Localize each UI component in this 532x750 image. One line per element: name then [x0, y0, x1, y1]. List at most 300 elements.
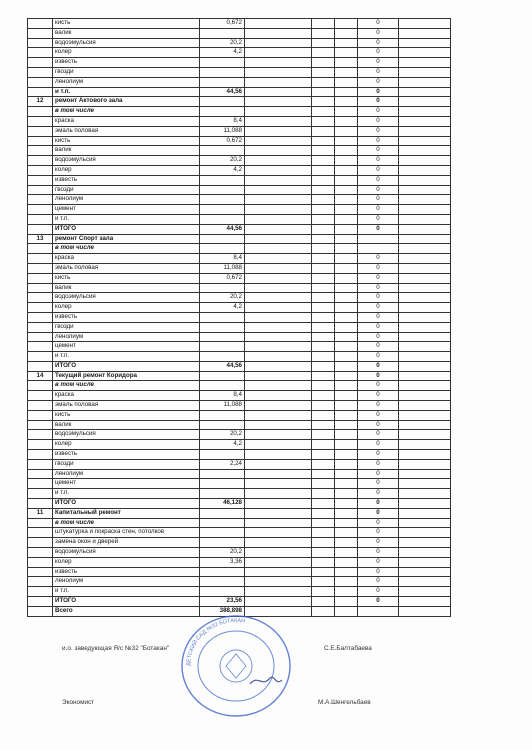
- row-value: [200, 234, 245, 244]
- row-name: колер: [53, 303, 200, 313]
- row-name: ленолиум: [53, 577, 200, 587]
- empty-cell: [312, 244, 335, 254]
- empty-cell: [245, 205, 312, 215]
- empty-cell: [245, 244, 312, 254]
- empty-cell: [399, 165, 451, 175]
- row-name: ленолиум: [53, 469, 200, 479]
- empty-cell: [245, 401, 312, 411]
- empty-cell: [335, 332, 358, 342]
- row-value: 4,2: [200, 303, 245, 313]
- empty-cell: [399, 518, 451, 528]
- empty-cell: [312, 165, 335, 175]
- row-number: [28, 557, 53, 567]
- row-zero: 0: [358, 332, 399, 342]
- empty-cell: [399, 19, 451, 29]
- table-row: [28, 567, 451, 577]
- row-zero: 0: [358, 538, 399, 548]
- row-name: штукатурка и покраска стен, потолков: [53, 528, 200, 538]
- empty-cell: [245, 587, 312, 597]
- empty-cell: [399, 283, 451, 293]
- row-zero: 0: [358, 165, 399, 175]
- empty-cell: [335, 361, 358, 371]
- empty-cell: [335, 116, 358, 126]
- row-zero: 0: [358, 401, 399, 411]
- row-value: [200, 185, 245, 195]
- empty-cell: [245, 567, 312, 577]
- empty-cell: [245, 332, 312, 342]
- row-zero: 0: [358, 391, 399, 401]
- row-number: [28, 263, 53, 273]
- empty-cell: [245, 77, 312, 87]
- table-row: [28, 430, 451, 440]
- table-row: [28, 244, 451, 254]
- row-name: гвозди: [53, 322, 200, 332]
- table-row: [28, 107, 451, 117]
- empty-cell: [335, 156, 358, 166]
- empty-cell: [245, 97, 312, 107]
- row-name: цемент: [53, 205, 200, 215]
- empty-cell: [312, 146, 335, 156]
- empty-cell: [335, 19, 358, 29]
- row-zero: 0: [358, 312, 399, 322]
- row-number: [28, 116, 53, 126]
- row-value: [200, 322, 245, 332]
- empty-cell: [312, 303, 335, 313]
- row-value: 44,56: [200, 224, 245, 234]
- empty-cell: [245, 548, 312, 558]
- empty-cell: [399, 58, 451, 68]
- row-name: колер: [53, 440, 200, 450]
- row-value: 4,2: [200, 165, 245, 175]
- empty-cell: [399, 322, 451, 332]
- row-value: [200, 175, 245, 185]
- empty-cell: [312, 440, 335, 450]
- empty-cell: [335, 371, 358, 381]
- row-number: [28, 489, 53, 499]
- table-row: [28, 361, 451, 371]
- table-row: [28, 312, 451, 322]
- table-row: [28, 450, 451, 460]
- row-number: [28, 606, 53, 616]
- empty-cell: [312, 538, 335, 548]
- empty-cell: [399, 440, 451, 450]
- empty-cell: [399, 214, 451, 224]
- empty-cell: [399, 263, 451, 273]
- row-value: 8,4: [200, 116, 245, 126]
- empty-cell: [335, 450, 358, 460]
- empty-cell: [312, 352, 335, 362]
- table-row: [28, 234, 451, 244]
- empty-cell: [312, 273, 335, 283]
- row-name: известь: [53, 58, 200, 68]
- row-number: 11: [28, 508, 53, 518]
- row-zero: 0: [358, 58, 399, 68]
- empty-cell: [335, 479, 358, 489]
- empty-cell: [399, 508, 451, 518]
- empty-cell: [245, 430, 312, 440]
- row-number: [28, 361, 53, 371]
- empty-cell: [399, 332, 451, 342]
- row-zero: 0: [358, 224, 399, 234]
- row-value: [200, 146, 245, 156]
- table-row: [28, 254, 451, 264]
- empty-cell: [335, 518, 358, 528]
- empty-cell: [399, 450, 451, 460]
- table-row: [28, 283, 451, 293]
- row-zero: 0: [358, 489, 399, 499]
- row-name: кисть: [53, 136, 200, 146]
- empty-cell: [399, 97, 451, 107]
- empty-cell: [399, 126, 451, 136]
- row-value: 44,56: [200, 361, 245, 371]
- row-zero: [358, 234, 399, 244]
- row-number: [28, 303, 53, 313]
- row-zero: 0: [358, 508, 399, 518]
- empty-cell: [312, 224, 335, 234]
- row-zero: 0: [358, 322, 399, 332]
- row-name: водоэмульсия: [53, 293, 200, 303]
- row-zero: 0: [358, 381, 399, 391]
- empty-cell: [245, 469, 312, 479]
- empty-cell: [399, 195, 451, 205]
- empty-cell: [335, 28, 358, 38]
- row-name: эмаль половая: [53, 401, 200, 411]
- table-row: [28, 401, 451, 411]
- empty-cell: [245, 303, 312, 313]
- empty-cell: [245, 19, 312, 29]
- empty-cell: [335, 489, 358, 499]
- table-row: [28, 195, 451, 205]
- row-name: и т.п.: [53, 587, 200, 597]
- empty-cell: [335, 67, 358, 77]
- empty-cell: [245, 87, 312, 97]
- row-name: колер: [53, 48, 200, 58]
- empty-cell: [245, 489, 312, 499]
- table-row: [28, 303, 451, 313]
- row-name: известь: [53, 175, 200, 185]
- empty-cell: [399, 538, 451, 548]
- empty-cell: [335, 195, 358, 205]
- economist-role-text: Экономист: [62, 699, 95, 706]
- empty-cell: [335, 391, 358, 401]
- row-value: 0,672: [200, 19, 245, 29]
- row-zero: 0: [358, 19, 399, 29]
- row-name: и т.п.: [53, 352, 200, 362]
- row-name: Текущий ремонт Коридора: [53, 371, 200, 381]
- empty-cell: [335, 283, 358, 293]
- empty-cell: [312, 48, 335, 58]
- empty-cell: [399, 420, 451, 430]
- row-zero: 0: [358, 214, 399, 224]
- row-number: [28, 254, 53, 264]
- empty-cell: [399, 469, 451, 479]
- row-name: в том числе: [53, 518, 200, 528]
- row-zero: 0: [358, 361, 399, 371]
- row-zero: 0: [358, 567, 399, 577]
- table-row: [28, 58, 451, 68]
- table-row: [28, 577, 451, 587]
- table-row: [28, 77, 451, 87]
- row-number: [28, 420, 53, 430]
- row-value: 0,672: [200, 273, 245, 283]
- row-value: [200, 283, 245, 293]
- table-row: [28, 185, 451, 195]
- empty-cell: [245, 234, 312, 244]
- empty-cell: [245, 352, 312, 362]
- table-row: [28, 381, 451, 391]
- row-zero: 0: [358, 528, 399, 538]
- empty-cell: [312, 175, 335, 185]
- row-number: [28, 195, 53, 205]
- empty-cell: [335, 185, 358, 195]
- empty-cell: [399, 303, 451, 313]
- empty-cell: [245, 146, 312, 156]
- row-zero: 0: [358, 479, 399, 489]
- empty-cell: [312, 577, 335, 587]
- row-number: [28, 283, 53, 293]
- empty-cell: [312, 528, 335, 538]
- row-number: 14: [28, 371, 53, 381]
- table-row: [28, 224, 451, 234]
- empty-cell: [245, 440, 312, 450]
- empty-cell: [312, 420, 335, 430]
- row-zero: 0: [358, 136, 399, 146]
- empty-cell: [335, 165, 358, 175]
- empty-cell: [335, 303, 358, 313]
- row-number: [28, 293, 53, 303]
- empty-cell: [335, 508, 358, 518]
- signature-scribble: [250, 677, 282, 684]
- row-name: ленолиум: [53, 332, 200, 342]
- row-value: 0,672: [200, 136, 245, 146]
- empty-cell: [335, 538, 358, 548]
- empty-cell: [399, 273, 451, 283]
- empty-cell: [245, 450, 312, 460]
- row-value: 46,128: [200, 499, 245, 509]
- row-value: 8,4: [200, 254, 245, 264]
- empty-cell: [312, 156, 335, 166]
- empty-cell: [399, 28, 451, 38]
- row-value: [200, 97, 245, 107]
- row-number: [28, 401, 53, 411]
- row-value: [200, 420, 245, 430]
- row-number: [28, 548, 53, 558]
- empty-cell: [399, 205, 451, 215]
- row-name: в том числе: [53, 244, 200, 254]
- row-value: [200, 587, 245, 597]
- row-name: гвозди: [53, 459, 200, 469]
- empty-cell: [245, 499, 312, 509]
- row-number: [28, 126, 53, 136]
- row-name: известь: [53, 312, 200, 322]
- empty-cell: [312, 381, 335, 391]
- empty-cell: [245, 214, 312, 224]
- row-number: [28, 244, 53, 254]
- table-row: [28, 342, 451, 352]
- row-value: 4,2: [200, 48, 245, 58]
- row-value: [200, 469, 245, 479]
- row-zero: 0: [358, 283, 399, 293]
- row-number: [28, 175, 53, 185]
- table-row: [28, 67, 451, 77]
- empty-cell: [245, 116, 312, 126]
- empty-cell: [312, 518, 335, 528]
- row-number: [28, 381, 53, 391]
- row-name: Капитальный ремонт: [53, 508, 200, 518]
- empty-cell: [312, 19, 335, 29]
- empty-cell: [245, 107, 312, 117]
- row-number: 12: [28, 97, 53, 107]
- empty-cell: [245, 577, 312, 587]
- row-name: кисть: [53, 273, 200, 283]
- row-number: [28, 322, 53, 332]
- row-number: [28, 273, 53, 283]
- empty-cell: [312, 508, 335, 518]
- row-name: колер: [53, 557, 200, 567]
- empty-cell: [312, 499, 335, 509]
- row-number: [28, 67, 53, 77]
- row-value: 44,56: [200, 87, 245, 97]
- row-name: известь: [53, 450, 200, 460]
- empty-cell: [399, 548, 451, 558]
- empty-cell: [399, 342, 451, 352]
- empty-cell: [312, 342, 335, 352]
- empty-cell: [399, 48, 451, 58]
- row-value: [200, 352, 245, 362]
- table-row: [28, 391, 451, 401]
- row-value: 20,2: [200, 430, 245, 440]
- row-value: [200, 371, 245, 381]
- row-number: [28, 352, 53, 362]
- row-value: [200, 312, 245, 322]
- empty-cell: [399, 107, 451, 117]
- row-zero: 0: [358, 557, 399, 567]
- empty-cell: [335, 38, 358, 48]
- row-number: [28, 136, 53, 146]
- empty-cell: [245, 361, 312, 371]
- head-name-text: С.Е.Балтабаева: [324, 645, 372, 652]
- empty-cell: [245, 224, 312, 234]
- row-name: Всего: [53, 606, 200, 616]
- row-name: краска: [53, 254, 200, 264]
- table-row: [28, 28, 451, 38]
- table-row: [28, 538, 451, 548]
- empty-cell: [312, 469, 335, 479]
- empty-cell: [312, 489, 335, 499]
- row-zero: 0: [358, 440, 399, 450]
- row-number: [28, 597, 53, 607]
- empty-cell: [399, 87, 451, 97]
- empty-cell: [335, 381, 358, 391]
- head-role-text: и.о. заведующая Я/с №32 "Ботакан": [62, 645, 170, 652]
- empty-cell: [312, 214, 335, 224]
- empty-cell: [335, 175, 358, 185]
- row-value: [200, 381, 245, 391]
- table-row: [28, 156, 451, 166]
- empty-cell: [312, 450, 335, 460]
- table-row: [28, 479, 451, 489]
- row-value: 20,2: [200, 156, 245, 166]
- row-name: краска: [53, 391, 200, 401]
- row-number: [28, 391, 53, 401]
- row-name: гвозди: [53, 185, 200, 195]
- row-zero: 0: [358, 450, 399, 460]
- row-value: 11,088: [200, 401, 245, 411]
- row-zero: 0: [358, 28, 399, 38]
- economist-name-text: М.А.Шенгельбаев: [318, 699, 371, 706]
- empty-cell: [335, 440, 358, 450]
- table-row: [28, 332, 451, 342]
- empty-cell: [245, 254, 312, 264]
- row-name: в том числе: [53, 381, 200, 391]
- empty-cell: [312, 283, 335, 293]
- row-zero: 0: [358, 293, 399, 303]
- empty-cell: [312, 361, 335, 371]
- empty-cell: [312, 332, 335, 342]
- empty-cell: [399, 528, 451, 538]
- row-zero: 0: [358, 430, 399, 440]
- empty-cell: [245, 48, 312, 58]
- empty-cell: [312, 322, 335, 332]
- row-value: [200, 342, 245, 352]
- empty-cell: [245, 283, 312, 293]
- table-row: [28, 508, 451, 518]
- row-name: краска: [53, 116, 200, 126]
- empty-cell: [335, 499, 358, 509]
- row-zero: 0: [358, 263, 399, 273]
- empty-cell: [245, 371, 312, 381]
- budget-table: [27, 18, 451, 617]
- empty-cell: [245, 195, 312, 205]
- row-name: кисть: [53, 410, 200, 420]
- empty-cell: [245, 175, 312, 185]
- table-row: [28, 352, 451, 362]
- row-name: валик: [53, 283, 200, 293]
- row-name: замена окон и дверей: [53, 538, 200, 548]
- table-row: [28, 528, 451, 538]
- row-name: и т.п.: [53, 87, 200, 97]
- row-number: [28, 342, 53, 352]
- empty-cell: [335, 528, 358, 538]
- empty-cell: [399, 479, 451, 489]
- empty-cell: [245, 322, 312, 332]
- empty-cell: [399, 116, 451, 126]
- row-zero: 0: [358, 459, 399, 469]
- row-value: [200, 107, 245, 117]
- row-zero: 0: [358, 371, 399, 381]
- row-number: [28, 58, 53, 68]
- empty-cell: [245, 342, 312, 352]
- empty-cell: [399, 577, 451, 587]
- empty-cell: [335, 234, 358, 244]
- row-zero: 0: [358, 48, 399, 58]
- empty-cell: [245, 410, 312, 420]
- table-row: [28, 371, 451, 381]
- empty-cell: [245, 557, 312, 567]
- empty-cell: [312, 254, 335, 264]
- table-row: [28, 548, 451, 558]
- row-zero: 0: [358, 116, 399, 126]
- row-zero: [358, 244, 399, 254]
- row-name: ремонт Актового зала: [53, 97, 200, 107]
- empty-cell: [245, 185, 312, 195]
- empty-cell: [399, 597, 451, 607]
- table-row: [28, 469, 451, 479]
- empty-cell: [335, 254, 358, 264]
- row-value: 20,2: [200, 293, 245, 303]
- row-number: [28, 499, 53, 509]
- table-row: [28, 263, 451, 273]
